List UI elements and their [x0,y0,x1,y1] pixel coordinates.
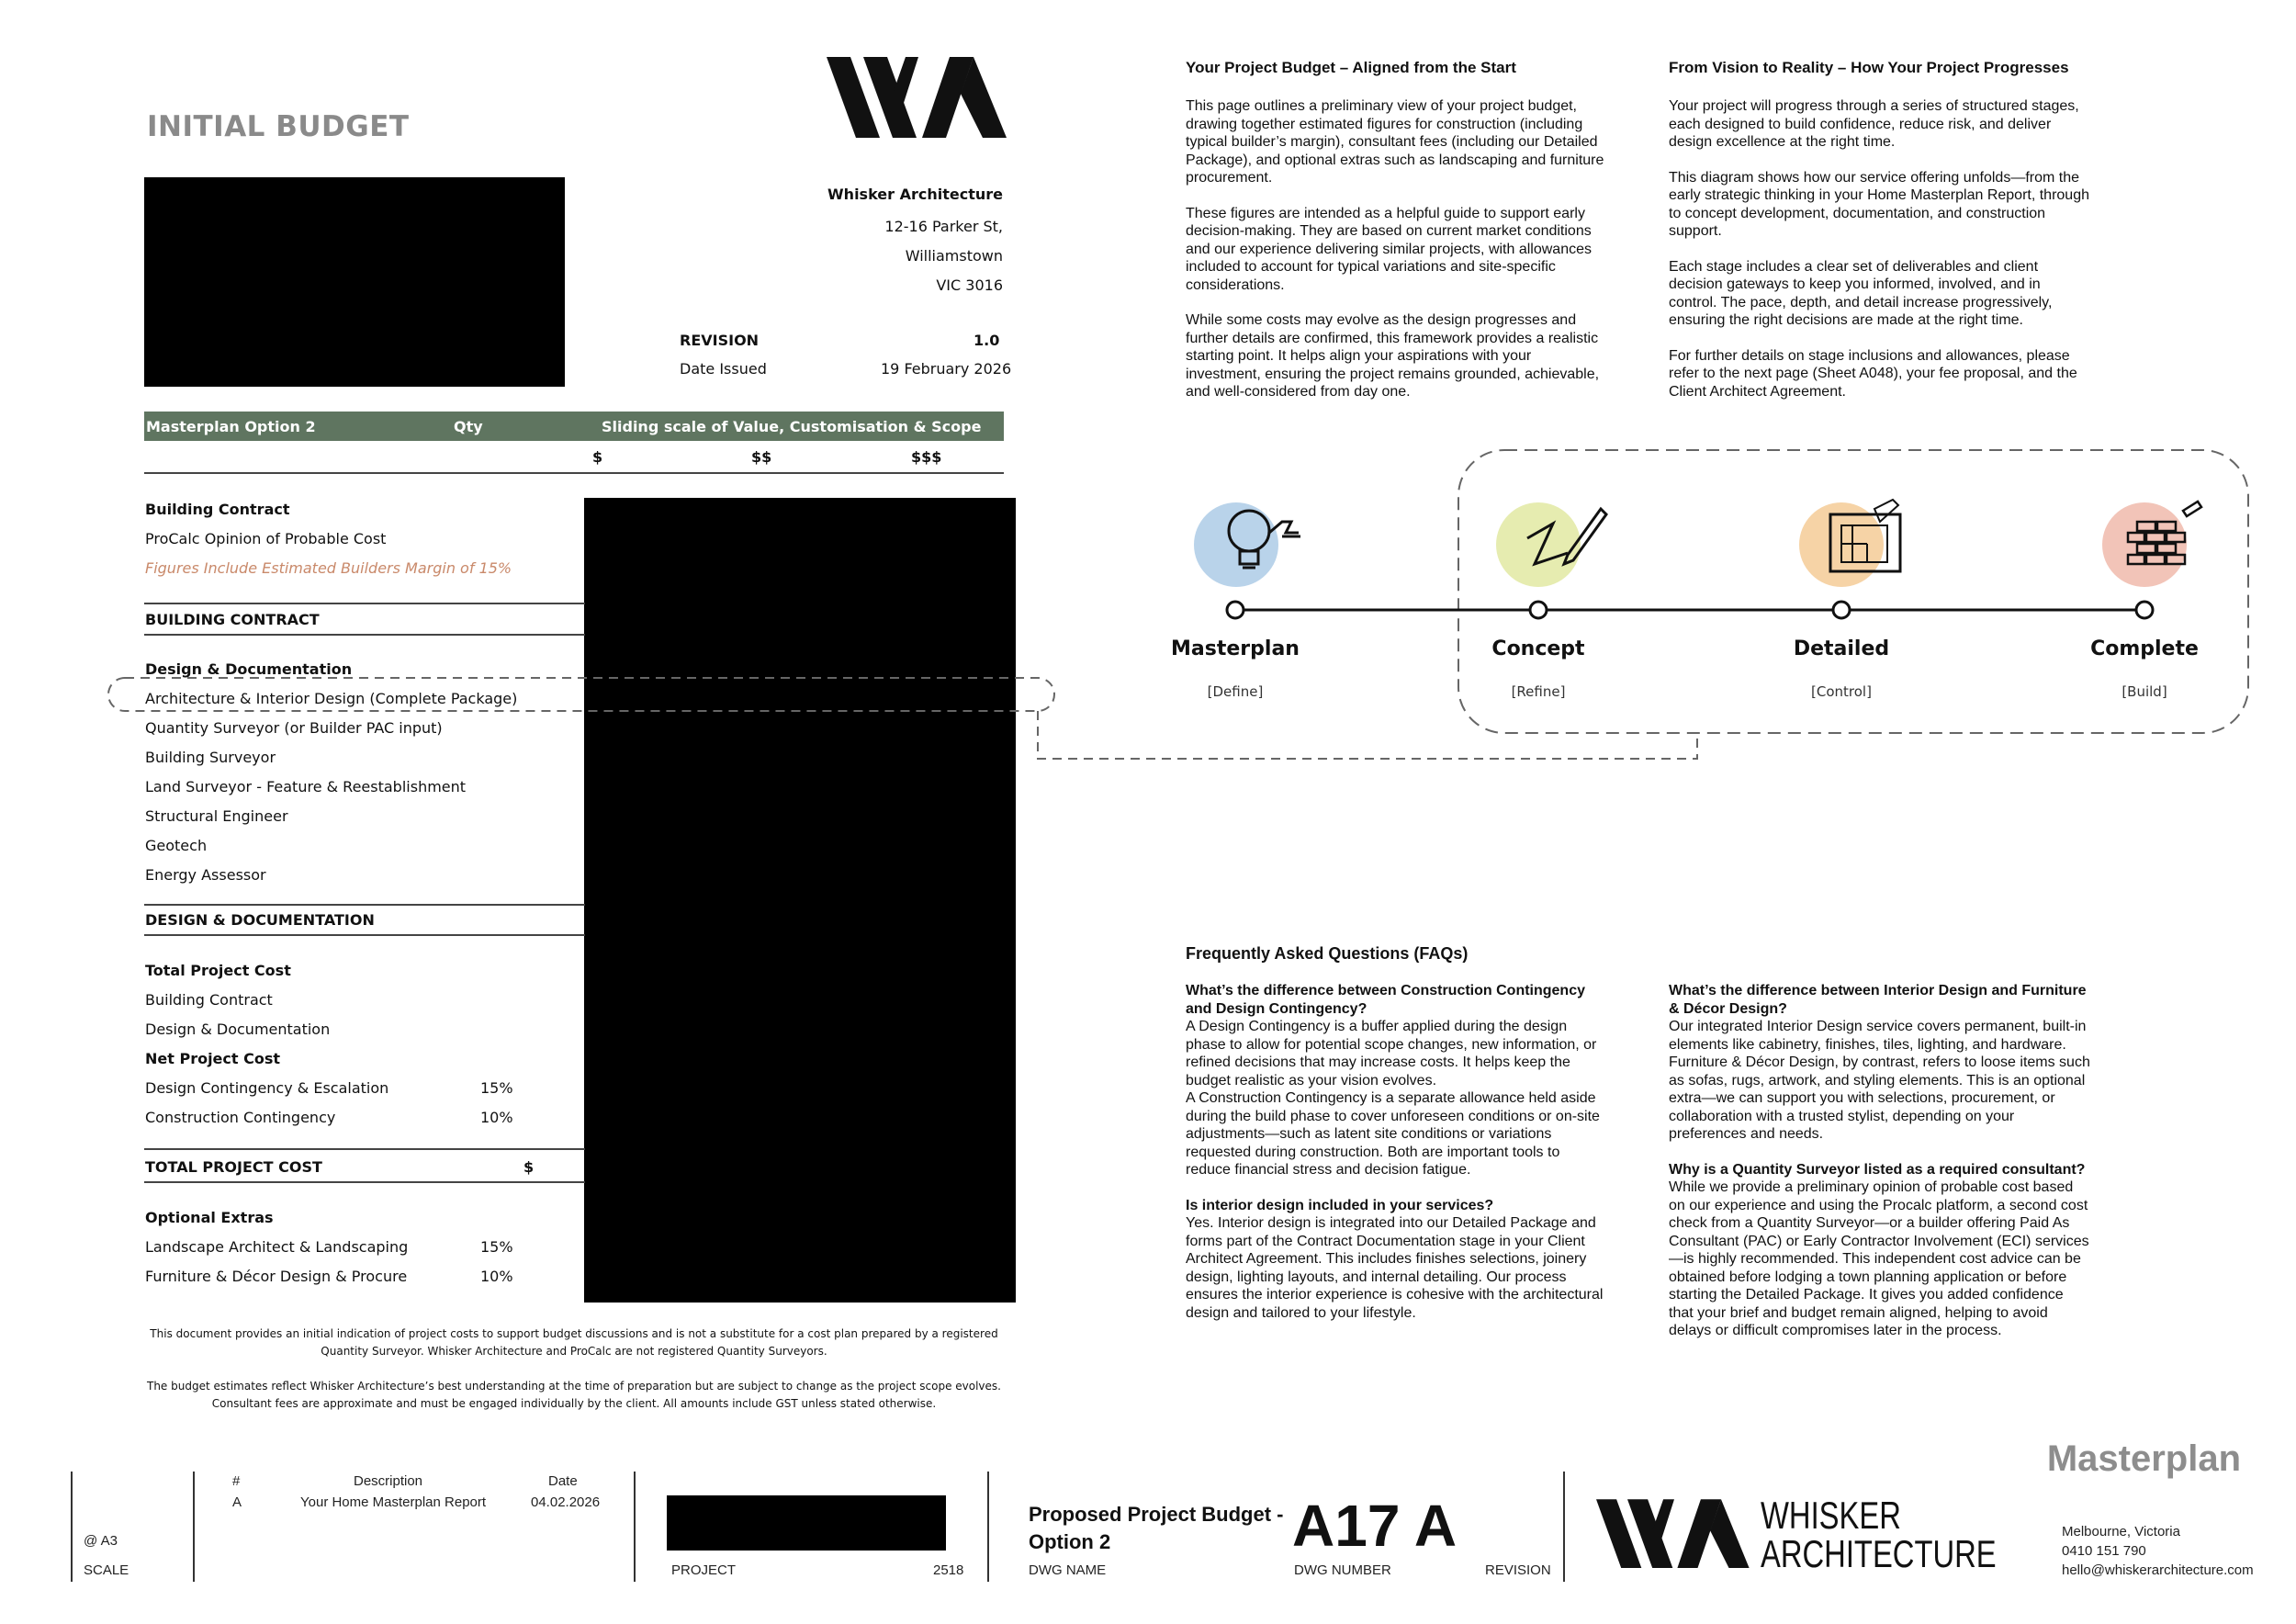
dwg-name: Proposed Project Budget - Option 2 [1029,1503,1284,1553]
stage-sub: [Refine] [1511,683,1566,700]
divider [144,1148,585,1150]
address-line-1: 12-16 Parker St, [884,218,1003,235]
stage-name: Concept [1491,637,1585,660]
design-item: Energy Assessor [145,866,266,884]
divider [987,1472,989,1582]
project-design-line: Design & Documentation [145,1021,331,1038]
faq-right [1669,982,2091,1340]
building-contract-heading: Building Contract [145,501,290,518]
date-issued-label: Date Issued [680,360,767,378]
vision-intro [1669,59,2091,400]
project-label: PROJECT [671,1562,737,1578]
rev-col-desc: Description [354,1473,423,1489]
scale-header: Sliding scale of Value, Customisation & Scope [602,418,982,435]
faq-answer: Furniture & Décor Design, by contrast, refers to loose items such as sofas, rugs, artwork, and styling elements. This is an optional extra—we can support you with selections, procurement, or collaboration with a trusted stylist, depending on your preferences and needs. [1669,1054,2090,1142]
divider [71,1472,73,1582]
dwg-number: A17 A [1292,1493,1458,1559]
divider [144,904,585,906]
design-doc-heading: Design & Documentation [145,660,353,678]
revision-label: REVISION [680,332,760,349]
office-location: Melbourne, Victoria [2062,1524,2180,1539]
option-header: Masterplan Option 2 [146,418,316,435]
faq-answer: Yes. Interior design is integrated into our Detailed Package and forms part of the Contract Documentation stage in your Client Architect Agreement. This includes finishes selections, joinery design, lighting layouts, and internal detailing. Our process ensures the interior experience is cohesive with the architectural design and tailored to your lifestyle. [1186,1215,1604,1321]
budget-intro-heading: Your Project Budget – Aligned from the Start [1186,59,1516,76]
project-number: 2518 [933,1562,964,1578]
construction-contingency-pct: 10% [480,1109,513,1126]
redacted-project-name [667,1495,946,1551]
vision-intro-p3: Each stage includes a clear set of deliverables and client decision gateways to keep you informed, involved, and in control. The pace, depth, and detail increase progressively, ensuring the right decisions are made at the right time. [1669,258,2053,328]
design-item: Geotech [145,837,208,854]
divider [144,1181,585,1183]
scale-value: @ A3 [84,1533,118,1549]
stage-name: Complete [2090,637,2199,660]
divider [1563,1472,1565,1582]
budget-intro-p1: This page outlines a preliminary view of your project budget, drawing together estimated figures for construction (including typical builder’s margin), consultant fees (including our Detailed Package), and optional extras such as landscaping and furniture procurement. [1186,98,1604,186]
whisker-logo [1596,1495,1752,1573]
stage-watermark: Masterplan [2046,1438,2241,1479]
design-doc-total: DESIGN & DOCUMENTATION [145,911,375,929]
vision-intro-p2: This diagram shows how our service offering unfolds—from the early strategic thinking in your Home Masterplan Report, through to concept development, documentation, and construction support. [1669,169,2089,239]
rev-col-date: Date [548,1473,578,1489]
divider [144,934,585,936]
building-contract-total: BUILDING CONTRACT [145,611,320,628]
furniture-pct: 10% [480,1268,513,1285]
divider [144,472,1004,474]
company-name: Whisker Architecture [827,186,1003,203]
rev-row-date: 04.02.2026 [531,1494,601,1510]
stage-sub: [Control] [1811,683,1872,700]
bricks-icon [2100,494,2229,595]
office-phone: 0410 151 790 [2062,1543,2146,1559]
disclaimer-1: This document provides an initial indication of project costs to support budget discussions and is not a substitute for a cost plan prepared by a registered Quantity Surveyor. Whisker Architecture and ProCalc are not registered Quantity Surveyors. [150,1327,998,1358]
budget-table-header [144,412,1004,441]
rev-row-num: A [232,1494,242,1510]
total-project-cost: TOTAL PROJECT COST [145,1158,322,1176]
revision-value: 1.0 [974,332,1000,349]
brand-wordmark-2: ARCHITECTURE [1761,1532,1997,1575]
faq-question: Why is a Quantity Surveyor listed as a required consultant? [1669,1161,2086,1178]
date-issued-value: 19 February 2026 [881,360,1012,378]
design-item: Structural Engineer [145,807,288,825]
tier-high: $$$ [911,448,942,466]
budget-intro-p2: These figures are intended as a helpful guide to support early decision-making. They are based on current market conditions and our experience delivering similar projects, with allowances included to account for typical variations and site-specific considerations. [1186,205,1592,293]
redacted-figures [584,498,1016,1303]
office-email[interactable]: hello@whiskerarchitecture.com [2062,1562,2254,1578]
redacted-image [144,177,565,387]
revision-label-tb: REVISION [1485,1562,1551,1578]
stage-name: Masterplan [1171,637,1300,660]
qty-header: Qty [454,418,483,435]
budget-intro-p3: While some costs may evolve as the design progresses and further details are confirmed, this framework provides a realistic starting point. It helps align your aspirations with your investment, ensuring the project remains grounded, achievable, and well-considered from day one. [1186,312,1600,400]
lightbulb-icon [1192,494,1321,595]
address-line-3: VIC 3016 [936,276,1003,294]
stage-sub: [Build] [2122,683,2167,700]
landscape-label: Landscape Architect & Landscaping [145,1238,409,1256]
tier-mid: $$ [751,448,772,466]
whisker-logo [827,57,1010,140]
budget-intro [1186,59,1608,401]
design-contingency-pct: 15% [480,1079,513,1097]
rev-col-num: # [232,1473,241,1489]
scale-label: SCALE [84,1562,129,1578]
address-line-2: Williamstown [905,247,1003,265]
sketch-pen-icon [1494,494,1623,595]
divider [144,634,585,636]
net-project-cost: Net Project Cost [145,1050,281,1067]
total-currency-symbol: $ [523,1158,535,1176]
vision-intro-p4: For further details on stage inclusions and allowances, please refer to the next page (Sheet A048), your fee proposal, and the Client Architect Agreement. [1669,347,2077,400]
faq-answer: Our integrated Interior Design service covers permanent, built-in elements like cabinetry, finishes, tiles, lighting, and hardware. [1669,1019,2087,1053]
furniture-label: Furniture & Décor Design & Procure [145,1268,408,1285]
design-item: Land Surveyor - Feature & Reestablishment [145,778,467,795]
builders-margin-note: Figures Include Estimated Builders Margin of 15% [145,559,512,577]
blueprint-icon [1797,494,1926,595]
design-item: Quantity Surveyor (or Builder PAC input) [145,719,443,737]
disclaimer-2: The budget estimates reflect Whisker Architecture’s best understanding at the time of preparation but are subject to change as the project scope evolves. Consultant fees are approximate and must be engaged individually by the client. All amounts include GST unless stated otherwise. [147,1380,1001,1410]
optional-extras-heading: Optional Extras [145,1209,274,1226]
procalc-line: ProCalc Opinion of Probable Cost [145,530,387,547]
faq-left [1186,982,1608,1322]
divider [634,1472,636,1582]
project-building-line: Building Contract [145,991,273,1009]
divider [193,1472,195,1582]
faq-answer: A Construction Contingency is a separate allowance held aside during the build phase to cover unforeseen conditions or on-site adjustments—such as latent site conditions or variations requested during construction. Both are important tools to reduce financial stress and decision fatigue. [1186,1090,1600,1178]
vision-intro-p1: Your project will progress through a series of structured stages, each designed to build confidence, reduce risk, and deliver design excellence at the right time. [1669,98,2079,150]
faq-question: Is interior design included in your services? [1186,1197,1494,1213]
design-item: Building Surveyor [145,749,276,766]
design-contingency-label: Design Contingency & Escalation [145,1079,389,1097]
construction-contingency-label: Construction Contingency [145,1109,336,1126]
stage-sub: [Define] [1207,683,1264,700]
landscape-pct: 15% [480,1238,513,1256]
stage-name: Detailed [1793,637,1890,660]
faq-question: What’s the difference between Construction Contingency and Design Contingency? [1186,983,1585,1017]
page-title: INITIAL BUDGET [147,110,410,143]
divider [144,603,585,604]
faq-question: What’s the difference between Interior Design and Furniture & Décor Design? [1669,983,2087,1017]
tier-low: $ [592,448,603,466]
dwg-number-label: DWG NUMBER [1294,1562,1391,1578]
design-item: Architecture & Interior Design (Complete Package) [145,690,518,707]
rev-row-desc: Your Home Masterplan Report [300,1494,487,1510]
vision-intro-heading: From Vision to Reality – How Your Project Progresses [1669,59,2069,76]
faq-heading: Frequently Asked Questions (FAQs) [1186,944,1469,963]
dwg-name-label: DWG NAME [1029,1562,1107,1578]
faq-answer: A Design Contingency is a buffer applied during the design phase to allow for potential scope changes, new information, or refined decisions that may increase costs. It helps keep the budget realistic as your vision evolves. [1186,1019,1597,1088]
brand-wordmark-1: WHISKER [1761,1494,1901,1537]
total-project-heading: Total Project Cost [145,962,291,979]
faq-answer: While we provide a preliminary opinion of probable cost based on our experience and using the Procalc platform, a second cost check from a Quantity Surveyor—or a builder offering Paid As Consultant (PAC) or Early Contractor Involvement (ECI) services—is highly recommended. This independent cost advice can be obtained before lodging a town planning application or before starting the Detailed Package. It gives you added confidence that your brief and budget remain aligned, helping to avoid delays or difficult compromises later in the process. [1669,1179,2089,1338]
